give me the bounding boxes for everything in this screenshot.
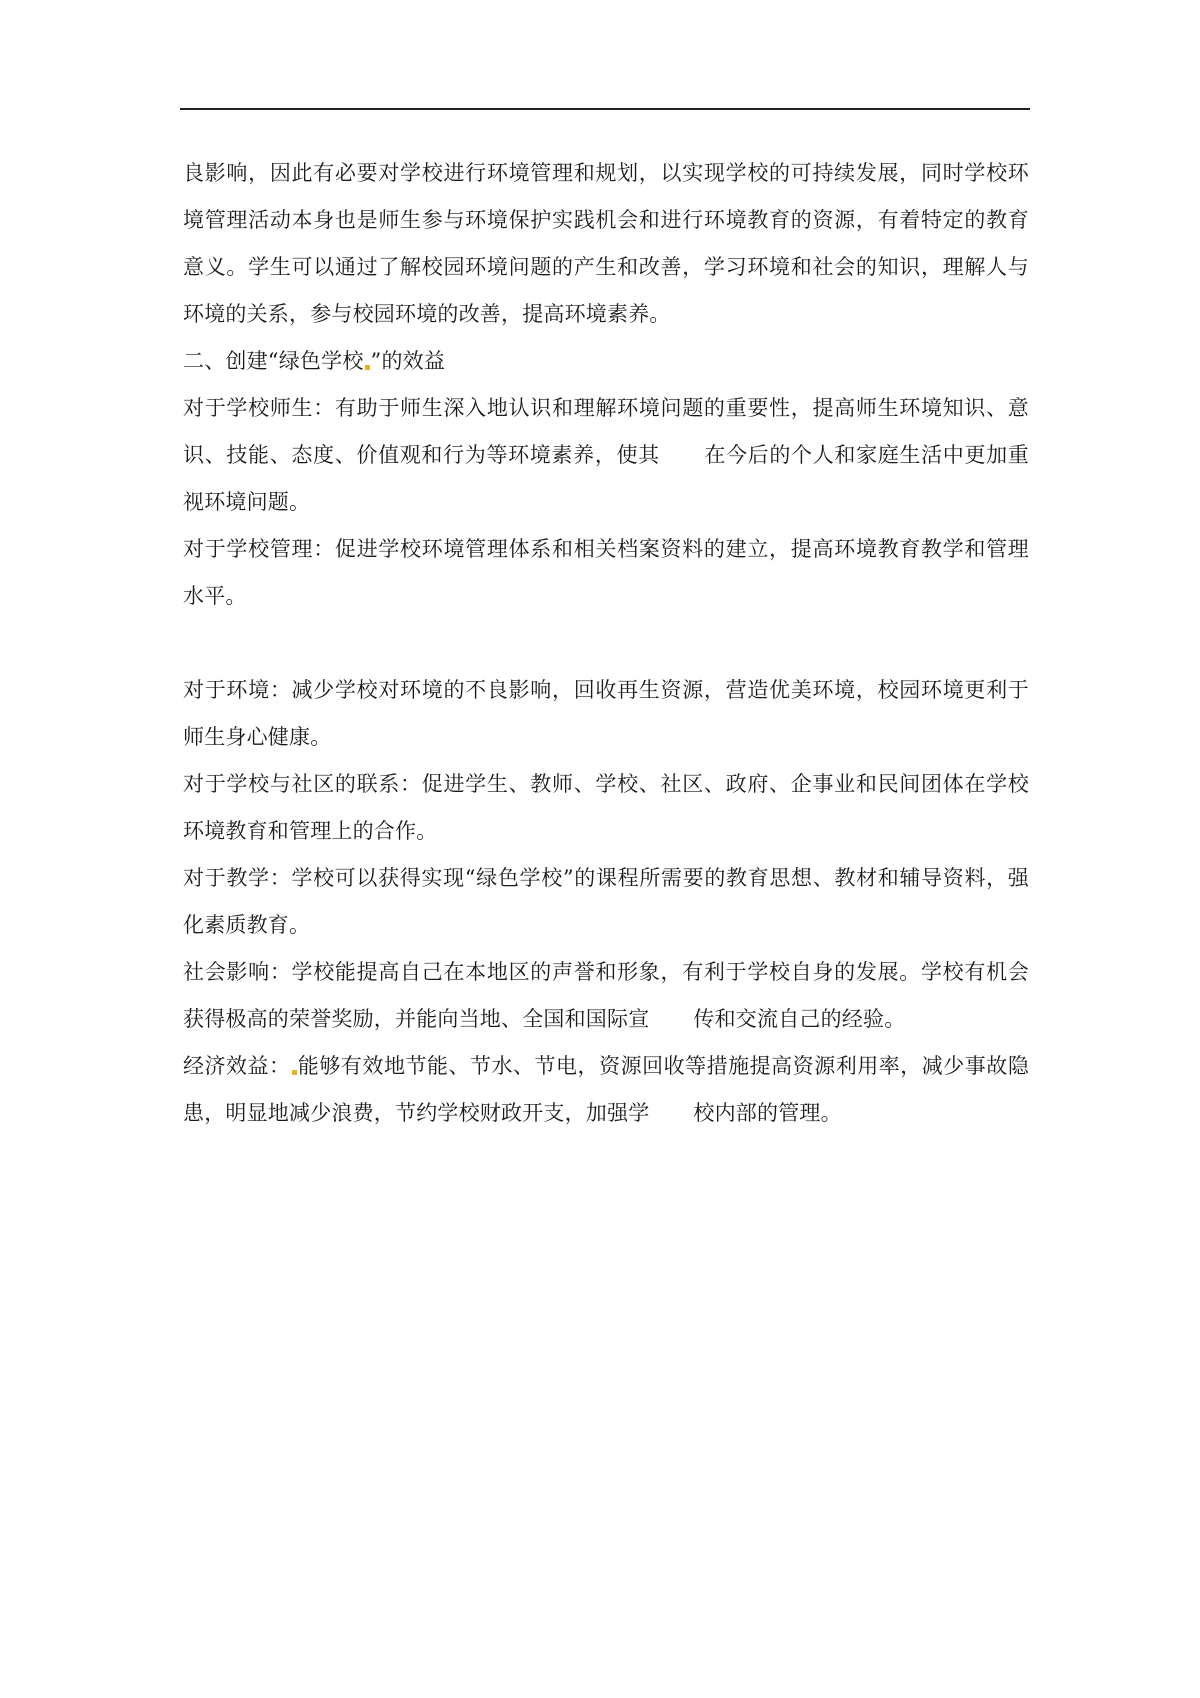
- section-heading-end: ”的效益: [370, 349, 446, 373]
- paragraph-teachers-students-start: 对于学校师生：有助于师生深入地认识和理解环境问题的重要性，提高师生环境知识、意识、技能、态度、价值观和行为等环境素养，使其: [183, 396, 1029, 467]
- paragraph-teachers-students-end: 在今后的个人和家庭生活中更加重视环境问题。: [183, 443, 1029, 514]
- paragraph-social-impact-end: 传和交流自己的经验。: [693, 1007, 906, 1031]
- paragraph-spacer: [183, 620, 1029, 667]
- paragraph-teaching: 对于教学：学校可以获得实现“绿色学校”的课程所需要的教育思想、教材和辅导资料，强化素质教育。: [183, 866, 1029, 937]
- paragraph-social-impact: [183, 949, 1029, 1043]
- section-heading-start: 二、创建“绿色学校: [183, 349, 364, 373]
- paragraph-social-impact-start: 社会影响：学校能提高自己在本地区的声誉和形象，有利于学校自身的发展。学校有机会获得极高的荣誉奖励，并能向当地、全国和国际宣: [183, 960, 1029, 1031]
- paragraph-teachers-students: [183, 385, 1029, 526]
- paragraph-economic-benefit-tail: 校内部的管理。: [693, 1101, 842, 1125]
- paragraph-economic-benefit-label: 经济效益：: [183, 1054, 291, 1078]
- highlight-marker: [292, 1070, 297, 1075]
- section-heading: [183, 338, 1029, 385]
- highlight-marker: [365, 365, 370, 370]
- paragraph-economic-benefit-body: 能够有效地节能、节水、节电，资源回收等措施提高资源利用率，减少事故隐患，明显地减少浪费，节约学校财政开支，加强学: [183, 1054, 1030, 1125]
- document-body: [183, 150, 1029, 1137]
- paragraph-school-management: 对于学校管理：促进学校环境管理体系和相关档案资料的建立，提高环境教育教学和管理水平。: [183, 537, 1029, 608]
- header-rule: [180, 108, 1030, 110]
- paragraph-environment: 对于环境：减少学校对环境的不良影响，回收再生资源，营造优美环境，校园环境更利于师生身心健康。: [183, 678, 1029, 749]
- paragraph-community: 对于学校与社区的联系：促进学生、教师、学校、社区、政府、企事业和民间团体在学校环境教育和管理上的合作。: [183, 772, 1029, 843]
- paragraph-economic-benefit: [183, 1043, 1029, 1137]
- paragraph-intro: 良影响，因此有必要对学校进行环境管理和规划，以实现学校的可持续发展，同时学校环境管理活动本身也是师生参与环境保护实践机会和进行环境教育的资源，有着特定的教育意义。学生可以通过了解校园环境问题的产生和改善，学习环境和社会的知识，理解人与环境的关系，参与校园环境的改善，提高环境素养。: [183, 161, 1029, 326]
